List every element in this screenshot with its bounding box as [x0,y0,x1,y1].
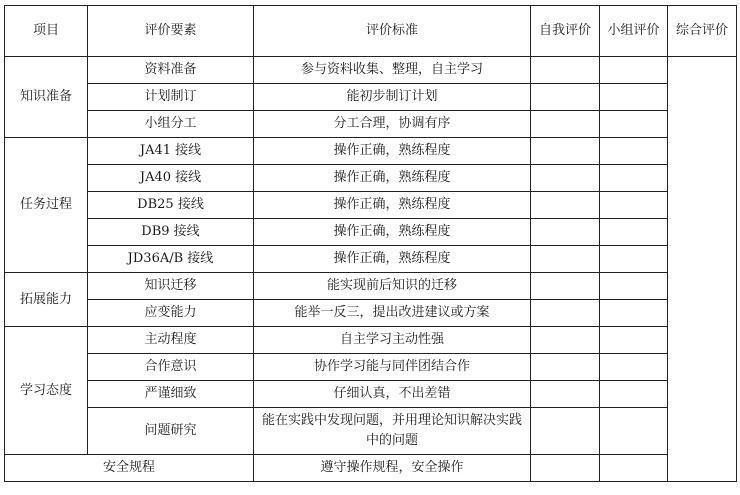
header-element: 评价要素 [88,6,254,57]
header-standard: 评价标准 [254,6,531,57]
standard-cell: 协作学习能与同伴团结合作 [254,354,531,381]
self-eval-cell[interactable] [531,246,600,273]
table-row [5,354,737,381]
standard-cell: 分工合理，协调有序 [254,111,531,138]
header-row [5,6,737,57]
section-name: 拓展能力 [5,273,88,327]
section-name: 学习态度 [5,327,88,455]
section-name: 任务过程 [5,138,88,273]
self-eval-cell[interactable] [531,192,600,219]
table-row [5,273,737,300]
standard-cell: 操作正确，熟练程度 [254,219,531,246]
group-eval-cell[interactable] [600,192,668,219]
group-eval-cell[interactable] [600,273,668,300]
element-cell: DB25 接线 [88,192,254,219]
element-cell: JD36A/B 接线 [88,246,254,273]
standard-cell: 操作正确，熟练程度 [254,246,531,273]
header-self-eval-label: 自我评价 [539,23,592,38]
group-eval-cell[interactable] [600,219,668,246]
header-group-eval-label: 小组评价 [607,23,660,38]
table-row [5,327,737,354]
table-row [5,246,737,273]
safety-name: 安全规程 [5,455,254,482]
self-eval-cell[interactable] [531,111,600,138]
standard-cell: 操作正确，熟练程度 [254,165,531,192]
self-eval-cell[interactable] [531,408,600,455]
standard-cell: 仔细认真，不出差错 [254,381,531,408]
self-eval-cell[interactable] [531,165,600,192]
table-row [5,192,737,219]
self-eval-cell[interactable] [531,354,600,381]
element-cell: 小组分工 [88,111,254,138]
section-name: 知识准备 [5,57,88,138]
element-cell: 资料准备 [88,57,254,84]
self-eval-cell[interactable] [531,327,600,354]
element-cell: JA40 接线 [88,165,254,192]
header-group-eval [600,6,668,57]
table-row [5,408,737,455]
table-row [5,455,737,482]
element-cell: 应变能力 [88,300,254,327]
self-eval-cell[interactable] [531,300,600,327]
standard-cell: 遵守操作规程，安全操作 [254,455,531,482]
standard-cell: 参与资料收集、整理，自主学习 [254,57,531,84]
self-eval-cell[interactable] [531,57,600,84]
table-row [5,219,737,246]
standard-cell [254,408,531,455]
standard-cell: 能实现前后知识的迁移 [254,273,531,300]
group-eval-cell[interactable] [600,57,668,84]
element-cell: 问题研究 [88,408,254,455]
header-overall-eval [668,6,737,57]
group-eval-cell[interactable] [600,354,668,381]
group-eval-cell[interactable] [600,408,668,455]
self-eval-cell[interactable] [531,381,600,408]
group-eval-cell[interactable] [600,84,668,111]
header-overall-eval-label: 综合评价 [676,23,729,38]
group-eval-cell[interactable] [600,138,668,165]
table-row [5,300,737,327]
element-cell: 计划制订 [88,84,254,111]
group-eval-cell[interactable] [600,381,668,408]
standard-cell: 自主学习主动性强 [254,327,531,354]
group-eval-cell[interactable] [600,300,668,327]
table-row [5,111,737,138]
self-eval-cell[interactable] [531,84,600,111]
overall-eval-cell[interactable] [668,57,737,482]
group-eval-cell[interactable] [600,111,668,138]
header-project: 项目 [5,6,88,57]
table-row [5,138,737,165]
table-row [5,84,737,111]
self-eval-cell[interactable] [531,219,600,246]
standard-cell: 操作正确，熟练程度 [254,192,531,219]
standard-text: 能在实践中发现问题，并用理论知识解决实践中的问题 [261,413,522,448]
table-row [5,165,737,192]
element-cell: 知识迁移 [88,273,254,300]
standard-cell: 能举一反三，提出改进建议或方案 [254,300,531,327]
element-cell: DB9 接线 [88,219,254,246]
self-eval-cell[interactable] [531,138,600,165]
element-cell: JA41 接线 [88,138,254,165]
element-cell: 主动程度 [88,327,254,354]
self-eval-cell[interactable] [531,273,600,300]
standard-cell: 操作正确，熟练程度 [254,138,531,165]
standard-cell: 能初步制订计划 [254,84,531,111]
table-row [5,57,737,84]
group-eval-cell[interactable] [600,165,668,192]
header-self-eval [531,6,600,57]
evaluation-table [4,5,737,482]
table-row [5,381,737,408]
element-cell: 严谨细致 [88,381,254,408]
group-eval-cell[interactable] [600,327,668,354]
self-eval-cell[interactable] [531,455,600,482]
group-eval-cell[interactable] [600,246,668,273]
element-cell: 合作意识 [88,354,254,381]
group-eval-cell[interactable] [600,455,668,482]
